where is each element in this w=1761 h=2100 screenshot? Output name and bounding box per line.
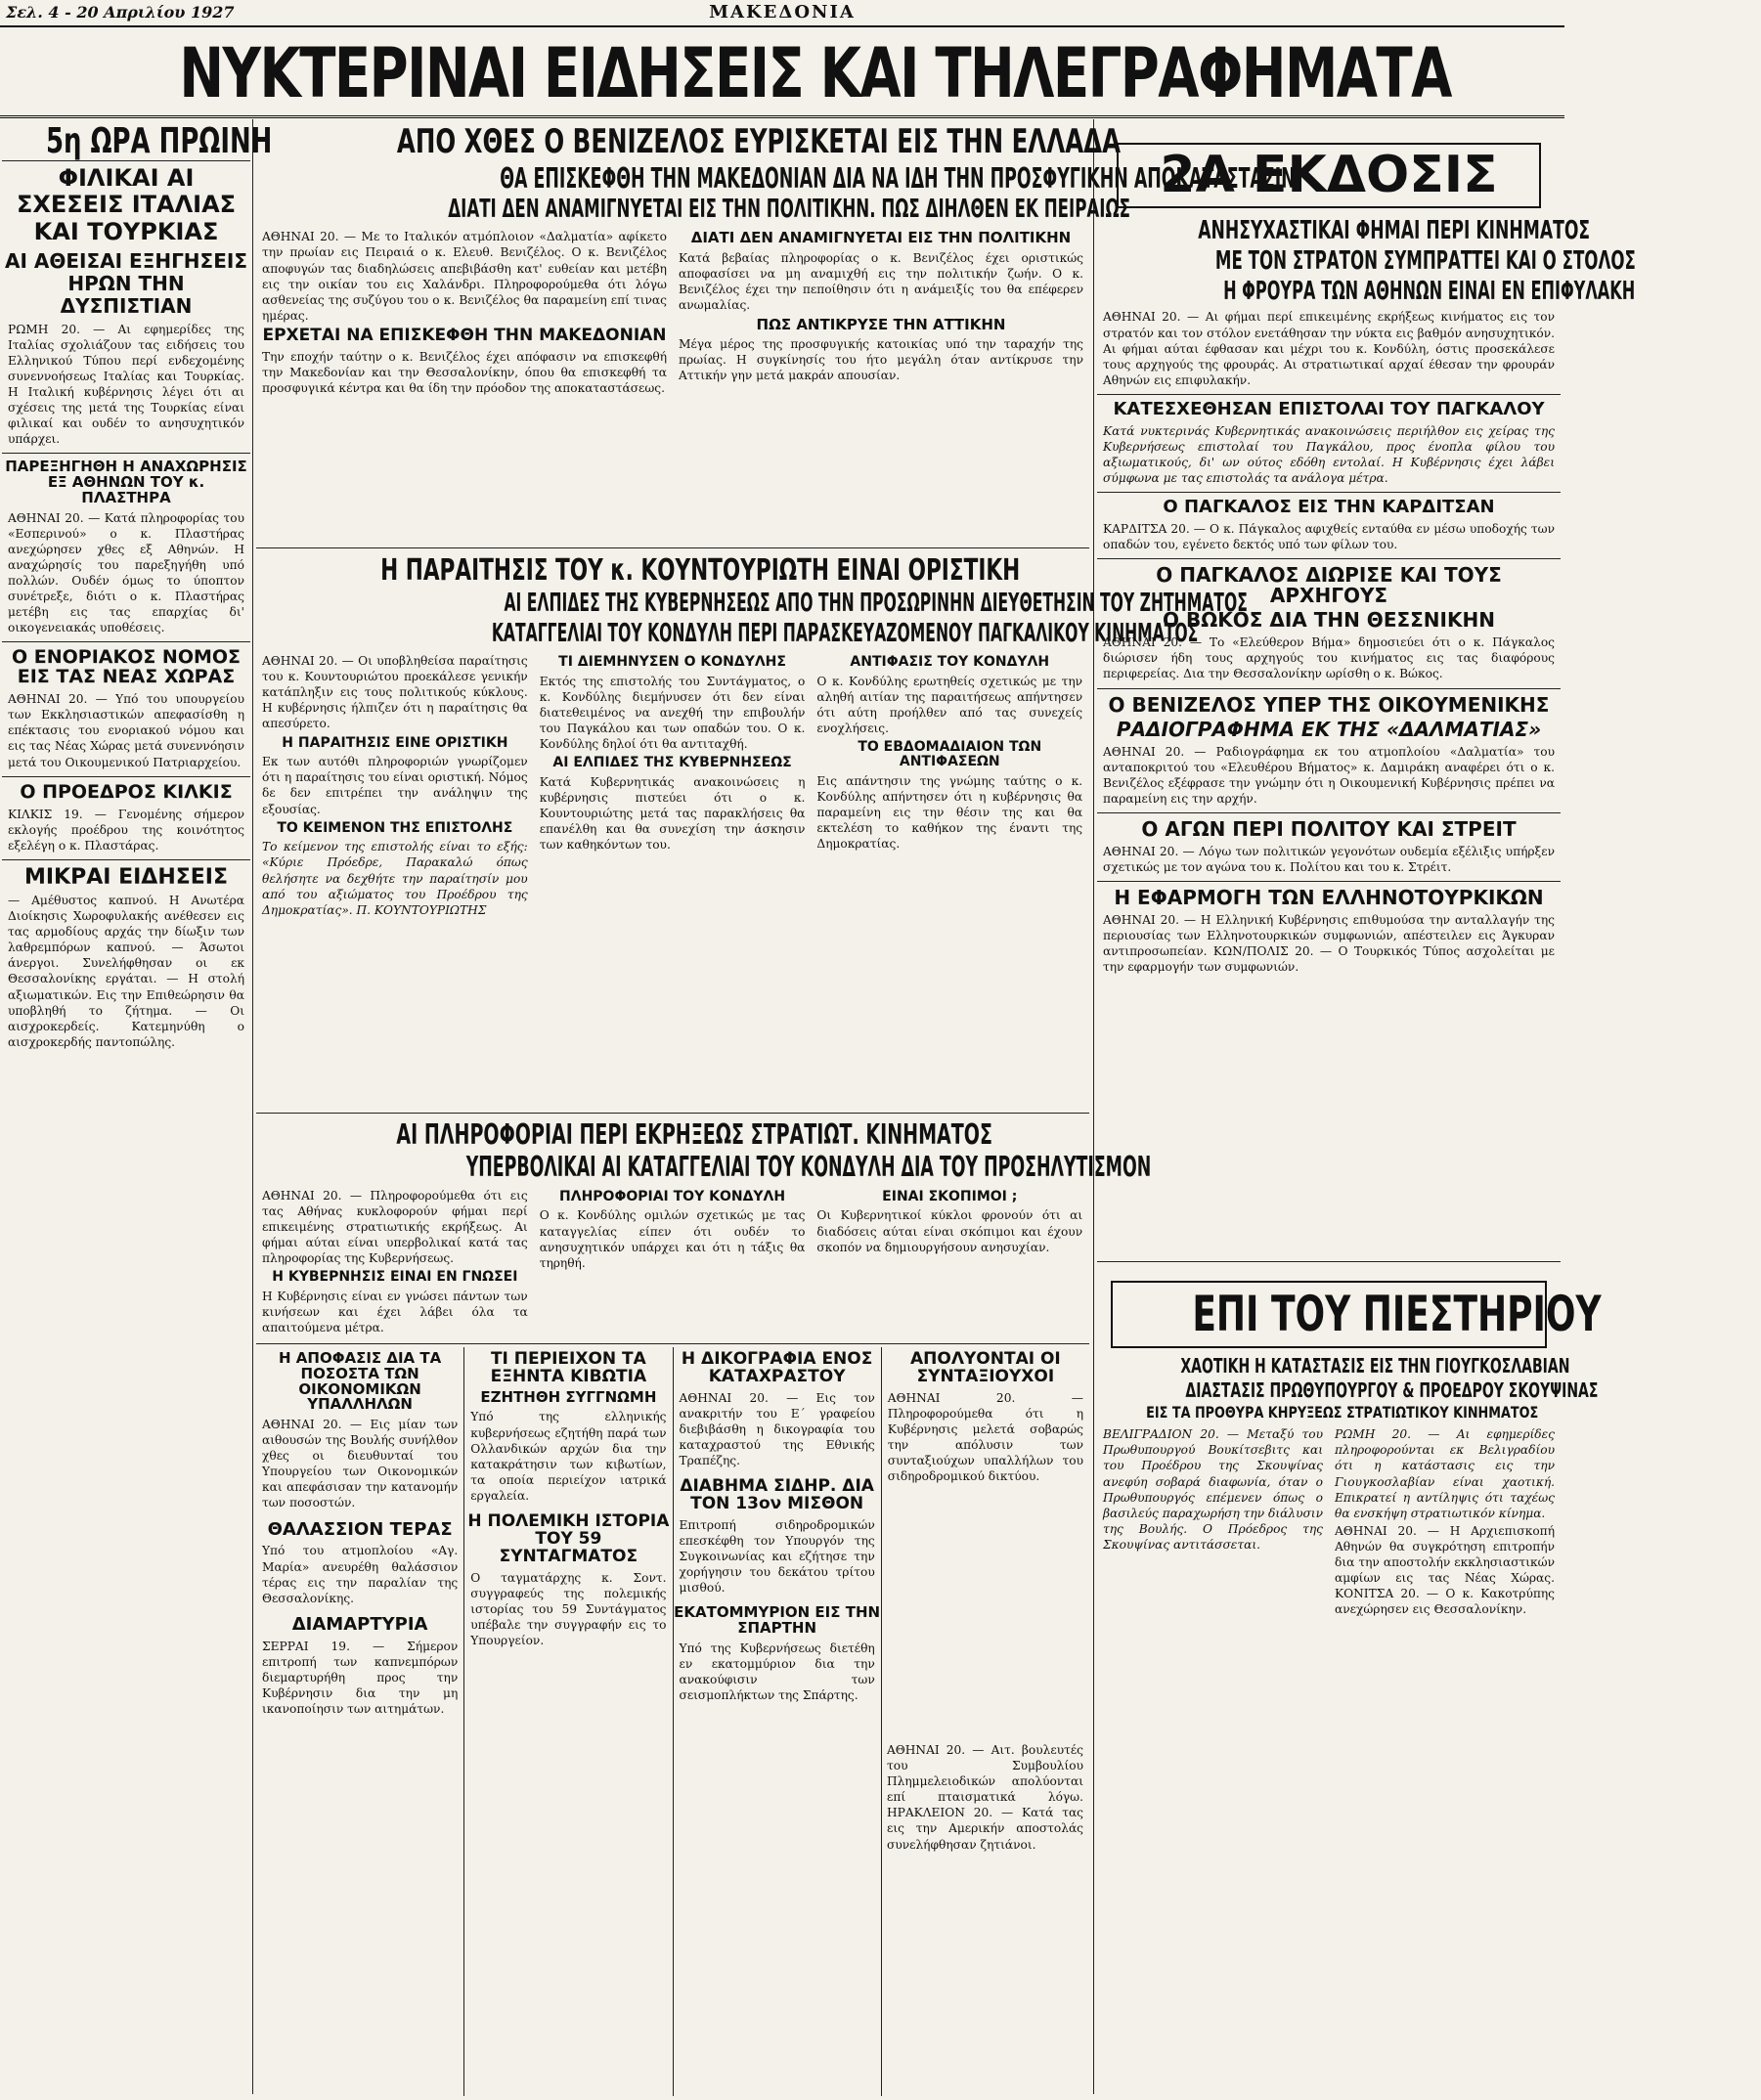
headline: ΚΑΤΕΣΧΕΘΗΣΑΝ ΕΠΙΣΤΟΛΑΙ ΤΟΥ ΠΑΓΚΑΛΟΥ bbox=[1113, 398, 1545, 419]
article-text: ΡΩΜΗ 20. — Αι εφημερίδες πληροφορούνται εκ Βελιγραδίου ότι η κατάστασις εις την Γιουγκοσλαβίαν είναι χαοτική. Επικρατεί η αντίληψις ότι ταχέως θα ενσκήψη στρατιωτικόν κίνημα. bbox=[1335, 1427, 1555, 1520]
article-text: ΑΘΗΝΑΙ 20. — Πληροφορούμεθα ότι η Κυβέρνησις μελετά σοβαρώς την απόλυσιν των συνταξιούχων υπαλλήλων του σιδηροδρομικού δικτύου. bbox=[887, 1390, 1083, 1484]
article-text: ΑΘΗΝΑΙ 20. — Η Αρχιεπισκοπή Αθηνών θα συγκρότηση επιτροπήν δια την αποστολήν εκκλησιαστικών αμφίων εις τας Νέας Χώρας. ΚΟΝΙΤΣΑ 20. — Ο κ. Κακοτρύπης ανεχώρησεν εις Θεσσαλονίκην. bbox=[1335, 1523, 1555, 1617]
headline: ΧΑΟΤΙΚΗ Η ΚΑΤΑΣΤΑΣΙΣ ΕΙΣ ΤΗΝ ΓΙΟΥΓΚΟΣΛΑΒΙΑΝ bbox=[1180, 1353, 1570, 1378]
article-text: ΣΕΡΡΑΙ 19. — Σήμερον επιτροπή των καπνεμπόρων διεμαρτυρήθη προς την Κυβέρνησιν δια την μη ικανοποίησιν των αιτημάτων. bbox=[262, 1639, 459, 1717]
article-text: Την εποχήν ταύτην ο κ. Βενιζέλος έχει απόφασιν να επισκεφθή την Μακεδονίαν και την Θεσσαλονίκην, όπου θα επισκεφθή τα προσφυγικά κέντρα και θα ίδη την πρόοδον της αποκαταστάσεως. bbox=[262, 349, 667, 395]
short-news bbox=[881, 1740, 1089, 2092]
section-rule bbox=[256, 1343, 1089, 1344]
headline: Η ΔΙΚΟΓΡΑΦΙΑ ΕΝΟΣ ΚΑΤΑΧΡΑΣΤΟΥ bbox=[681, 1349, 873, 1386]
section-rule bbox=[256, 547, 1089, 548]
headline: ΑΙ ΠΛΗΡΟΦΟΡΙΑΙ ΠΕΡΙ ΕΚΡΗΞΕΩΣ ΣΤΡΑΤΙΩΤ. ΚΙΝΗΜΑΤΟΣ bbox=[396, 1118, 992, 1151]
press-block bbox=[1097, 1267, 1602, 2096]
headline: Ο ΒΕΝΙΖΕΛΟΣ ΥΠΕΡ ΤΗΣ ΟΙΚΟΥΜΕΝΙΚΗΣ bbox=[1108, 692, 1550, 717]
headline: ΑΠΟΛΥΟΝΤΑΙ ΟΙ ΣΥΝΤΑΞΙΟΥΧΟΙ bbox=[909, 1349, 1061, 1386]
subheading: ΤΟ ΚΕΙΜΕΝΟΝ ΤΗΣ ΕΠΙΣΤΟΛΗΣ bbox=[277, 819, 513, 836]
headline: ΤΙ ΠΕΡΙΕΙΧΟΝ ΤΑ ΕΞΗΝΤΑ ΚΙΒΩΤΙΑ bbox=[490, 1349, 647, 1386]
article-text: ΑΘΗΝΑΙ 20. — Εις τον ανακριτήν του Ε΄ γραφείου διεβιβάσθη η δικογραφία του καταχραστού της Εθνικής Τραπέζης. bbox=[679, 1390, 875, 1468]
article-text: Η Κυβέρνησις είναι εν γνώσει πάντων των κινήσεων και έχει λάβει όλα τα απαιτούμενα μέτρα. bbox=[262, 1289, 528, 1335]
article-text: ΑΘΗΝΑΙ 20. — Ραδιογράφημα εκ του ατμοπλοίου «Δαλματία» του ανταποκριτού του «Ελευθέρου Βήματος» κ. Δαμιράκη αναφέρει ότι ο κ. Βενιζέλος εξέφρασε την γνώμην ότι η Οικουμενική Κυβέρνησις πρέπει να παραμείνη εις την αρχήν. bbox=[1103, 744, 1555, 806]
headline: ΥΠΕΡΒΟΛΙΚΑΙ ΑΙ ΚΑΤΑΓΓΕΛΙΑΙ ΤΟΥ ΚΟΝΔΥΛΗ ΔΙΑ ΤΟΥ ΠΡΟΣΗΛΥΤΙΣΜΟΝ bbox=[465, 1151, 1152, 1184]
headline: ΡΑΔΙΟΓΡΑΦΗΜΑ ΕΚ ΤΗΣ «ΔΑΛΜΑΤΙΑΣ» bbox=[1116, 717, 1542, 741]
article-text: ΚΑΡΔΙΤΣΑ 20. — Ο κ. Πάγκαλος αφιχθείς ενταύθα εν μέσω υποδοχής των οπαδών του, εγένετο δεκτός υπό των φίλων του. bbox=[1103, 522, 1555, 552]
article-text: Κατά βεβαίας πληροφορίας ο κ. Βενιζέλος έχει οριστικώς αποφασίσει να μη αναμιχθή εις την πολιτικήν ζωήν. Ο κ. Βενιζέλος έχει την πεποίθησιν ότι η ανάμειξίς του θα επέφερεν ανωμαλίας. bbox=[679, 251, 1083, 313]
headline: ΕΚΑΤΟΜΜΥΡΙΟΝ ΕΙΣ ΤΗΝ ΣΠΑΡΤΗΝ bbox=[674, 1603, 881, 1638]
headline: Ο ΠΑΓΚΑΛΟΣ ΕΙΣ ΤΗΝ ΚΑΡΔΙΤΣΑΝ bbox=[1163, 497, 1495, 518]
article-text: — Αμέθυστος καπνού. Η Ανωτέρα Διοίκησις Χωροφυλακής ανέθεσεν εις τας αρμοδίους αρχάς την δίωξιν των λαθρεμπόρων καπνού. — Άσωτοι άνεργοι. Συνελήφθησαν οι εκ Θεσσαλονίκης εργάται. — Η στολή αξιωματικών. Εις την Επιθεώρησιν θα υποβληθή το ζήτημα. — Οι αισχροκερδείς. Κατεμηνύθη ο αισχροκερδής παντοπώλης. bbox=[8, 893, 244, 1049]
headline: ΜΕ ΤΟΝ ΣΤΡΑΤΟΝ ΣΥΜΠΡΑΤΤΕΙ ΚΑΙ Ο ΣΤΟΛΟΣ bbox=[1214, 245, 1636, 276]
article-text: ΑΘΗΝΑΙ 20. — Με το Ιταλικόν ατμόπλοιον «Δαλματία» αφίκετο την πρωίαν εις Πειραιά ο κ. Ελευθ. Βενιζέλος. Ο κ. Βενιζέλος αποφυγών τας διαδηλώσεις απεβιβάσθη κατ' ευθείαν και μετέβη εις την οικίαν του εις Χαλάνδρι. Πληροφορούμεθα ότι λόγω ασθενείας της συζύγου του ο κ. Βενιζέλος θα παραμείνη επί τινας ημέρας. bbox=[262, 230, 667, 323]
subheading: Η ΠΑΡΑΙΤΗΣΙΣ ΕΙΝΕ ΟΡΙΣΤΙΚΗ bbox=[282, 734, 508, 751]
headline: Η ΠΑΡΑΙΤΗΣΙΣ ΤΟΥ κ. ΚΟΥΝΤΟΥΡΙΩΤΗ ΕΙΝΑΙ ΟΡΙΣΤΙΚΗ bbox=[380, 553, 1021, 588]
banner-title: ΝΥΚΤΕΡΙΝΑΙ ΕΙΔΗΣΕΙΣ ΚΑΙ ΤΗΛΕΓΡΑΦΗΜΑΤΑ bbox=[179, 33, 1451, 113]
subheading: Η ΚΥΒΕΡΝΗΣΙΣ ΕΙΝΑΙ ΕΝ ΓΝΩΣΕΙ bbox=[272, 1269, 518, 1286]
headline: Ο ΑΓΩΝ ΠΕΡΙ ΠΟΛΙΤΟΥ ΚΑΙ ΣΤΡΕΙΤ bbox=[1141, 816, 1517, 841]
headline: ΦΙΛΙΚΑΙ ΑΙ ΣΧΕΣΕΙΣ ΙΤΑΛΙΑΣ ΚΑΙ ΤΟΥΡΚΙΑΣ bbox=[16, 163, 237, 245]
article-text: Οι Κυβερνητικοί κύκλοι φρονούν ότι αι διαδόσεις αύται είναι σκόπιμοι και έχουν σκοπόν να δημιουργήσουν ανησυχίαν. bbox=[816, 1208, 1083, 1254]
article-text: Εις απάντησιν της γνώμης ταύτης ο κ. Κονδύλης απήντησεν ότι η κυβέρνησις θα παραμείνη εις την θέσιν της και θα εκτελέση το καθήκον της έναντι της Δημοκρατίας. bbox=[816, 773, 1083, 851]
headline: ΔΙΑΜΑΡΤΥΡΙΑ bbox=[291, 1613, 428, 1635]
headline: ΔΙΑΒΗΜΑ ΣΙΔΗΡ. ΔΙΑ ΤΟΝ 13ον ΜΙΣΘΟΝ bbox=[680, 1476, 874, 1513]
headline: Η ΠΟΛΕΜΙΚΗ ΙΣΤΟΡΙΑ ΤΟΥ 59 ΣΥΝΤΑΓΜΑΤΟΣ bbox=[467, 1511, 670, 1566]
article-text: Μέγα μέρος της προσφυγικής κατοικίας υπό την ταραχήν της πρωίας. Η συγκίνησίς του ήτο μεγάλη όταν αντίκρυσε την Αττικήν γην μετά μακράν απουσίαν. bbox=[679, 337, 1083, 383]
masthead bbox=[0, 0, 1564, 27]
left-column bbox=[2, 121, 273, 2096]
headline: ΘΑ ΕΠΙΣΚΕΦΘΗ ΤΗΝ ΜΑΚΕΔΟΝΙΑΝ ΔΙΑ ΝΑ ΙΔΗ ΤΗΝ ΠΡΟΣΦΥΓΙΚΗΝ ΑΠΟΚΑΤΑΣΤΑΣΙΝ bbox=[500, 161, 1296, 195]
article-text: Υπό του ατμοπλοίου «Αγ. Μαρία» ανευρέθη θαλάσσιον τέρας εις την παραλίαν της Θεσσαλονίκης. bbox=[262, 1544, 459, 1605]
article-text: Ο κ. Κονδύλης ερωτηθείς σχετικώς με την αληθή αιτίαν της παραιτήσεως απήντησεν ότι αύτη προήλθεν από τας συνεχείς ενοχλήσεις. bbox=[816, 674, 1083, 736]
article-text: ΑΘΗΝΑΙ 20. — Λόγω των πολιτικών γεγονότων ουδεμία εξέλιξις υπήρξεν σχετικώς με τον αγώνα του κ. Πολίτου και του κ. Στρέιτ. bbox=[1103, 844, 1555, 875]
headline: Ο ΠΡΟΕΔΡΟΣ ΚΙΛΚΙΣ bbox=[20, 780, 233, 803]
center-top-block bbox=[256, 121, 1296, 544]
article-text: Κατά νυκτερινάς Κυβερνητικάς ανακοινώσεις περιήλθον εις χείρας της Κυβερνήσεως επιστολαί του Παγκάλου, προς ένοπλα φίλου του αξιωματικούς, δι' ων ούτος εδόθη εντολαί. Η Κυβέρνησις έχει λάβει σύμφωνα με τας επιστολάς τα ανάλογα μέτρα. bbox=[1103, 423, 1555, 486]
headline: ΜΙΚΡΑΙ ΕΙΔΗΣΕΙΣ bbox=[23, 864, 229, 890]
article-text: Ο ταγματάρχης κ. Σοντ. συγγραφεύς της πολεμικής ιστορίας του 59 Συντάγματος υπέβαλε την συγγραφήν εις το Υπουργείον. bbox=[470, 1570, 667, 1647]
article-text: ΑΘΗΝΑΙ 20. — Κατά πληροφορίας του «Εσπερινού» ο κ. Πλαστήρας ανεχώρησεν χθες εξ Αθηνών. Η αναχώρησίς του παρεξηγήθη υπό πολλών. Ουδέν όμως το ύποπτον συνέτρεξε, διότι ο κ. Πλαστήρας μετέβη εις τας επαρχίας δι' οικογενειακάς υποθέσεις. bbox=[8, 510, 244, 635]
headline: Ο ΠΑΓΚΑΛΟΣ ΔΙΩΡΙΣΕ ΚΑΙ ΤΟΥΣ ΑΡΧΗΓΟΥΣ bbox=[1156, 563, 1502, 608]
headline: ΔΙΑΤΙ ΔΕΝ ΑΝΑΜΙΓΝΥΕΤΑΙ ΕΙΣ ΤΗΝ ΠΟΛΙΤΙΚΗΝ. ΠΩΣ ΔΙΗΛΘΕΝ ΕΚ ΠΕΙΡΑΙΩΣ bbox=[448, 195, 1131, 225]
column-rule bbox=[252, 119, 253, 2094]
article-text: ΑΘΗΝΑΙ 20. — Η Ελληνική Κυβέρνησις επιθυμούσα την ανταλλαγήν της περιουσίας των Ελληνοτουρκικών συμφωνιών, απέστειλεν εις Άγκυραν αντιπροσωπείαν. ΚΩΝ/ΠΟΛΙΣ 20. — Ο Τουρκικός Τύπος ασχολείται με την εφαρμογήν των συμφωνιών. bbox=[1103, 913, 1555, 975]
article-text: Κατά Κυβερνητικάς ανακοινώσεις η κυβέρνησις πιστεύει ότι ο κ. Κουντουριώτης μετά τας παρακλήσεις θα επανέλθη και θα συνεχίση την άσκησιν των καθηκόντων του. bbox=[539, 774, 806, 853]
subheading: ΤΟ ΕΒΔΟΜΑΔΙΑΙΟΝ ΤΩΝ ΑΝΤΙΦΑΣΕΩΝ bbox=[858, 739, 1042, 769]
subheading: ΕΙΝΑΙ ΣΚΟΠΙΜΟΙ ; bbox=[882, 1188, 1018, 1204]
article-text: ΑΘΗΝΑΙ 20. — Το «Ελεύθερον Βήμα» δημοσιεύει ότι ο κ. Πάγκαλος διώρισεν ήδη τους αρχηγούς του κινήματος εις τας διαφόρους περιφερείας. Δια την Θεσσαλονίκην ωρίσθη ο κ. Βώκος. bbox=[1103, 635, 1555, 681]
page-date: Σελ. 4 - 20 Απριλίου 1927 bbox=[6, 3, 235, 22]
center-mid-block bbox=[256, 551, 1248, 1109]
subheading: ΕΡΧΕΤΑΙ ΝΑ ΕΠΙΣΚΕΦΘΗ ΤΗΝ ΜΑΚΕΔΟΝΙΑΝ bbox=[262, 325, 667, 345]
article-text: ΑΘΗΝΑΙ 20. — Οι υποβληθείσα παραίτησις του κ. Κουντουριώτου προεκάλεσε γενικήν κατάπληξιν εις τους πολιτικούς κύκλους. Η κυβέρνησις ήλπιζεν ότι η παραίτησις θα απεσύρετο. bbox=[262, 654, 528, 731]
headline: Ο ΕΝΟΡΙΑΚΟΣ ΝΟΜΟΣ ΕΙΣ ΤΑΣ ΝΕΑΣ ΧΩΡΑΣ bbox=[11, 646, 242, 688]
edition-label: 2Α ΕΚΔΟΣΙΣ bbox=[1117, 143, 1541, 208]
section-rule bbox=[1097, 1261, 1561, 1262]
headline: ΠΑΡΕΞΗΓΗΘΗ Η ΑΝΑΧΩΡΗΣΙΣ ΕΞ ΑΘΗΝΩΝ ΤΟΥ κ. ΠΛΑΣΤΗΡΑ bbox=[5, 458, 247, 506]
article-text: ΑΘΗΝΑΙ 20. — Πληροφορούμεθα ότι εις τας Αθήνας κυκλοφορούν φήμαι περί επικειμένης στρατιωτικής εκρήξεως. Αι φήμαι αύται είναι υπερβολικαί κατά τας πληροφορίας της Κυβερνήσεως. bbox=[262, 1188, 528, 1266]
article-text: ΒΕΛΙΓΡΑΔΙΟΝ 20. — Μεταξύ του Πρωθυπουργού Βουκίτσεβιτς και του Προέδρου της Σκουψίνας ανεφύη σοβαρά διαφωνία, όταν ο Πρωθυπουργός επέμενεν όπως ο βασιλεύς παραχωρήση την διάλυσιν της Βουλής. Ο Πρόεδρος της Σκουψίνας αντιτάσσεται. bbox=[1103, 1427, 1323, 1552]
subheading: ΤΙ ΔΙΕΜΗΝΥΣΕΝ Ο ΚΟΝΔΥΛΗΣ bbox=[558, 654, 786, 671]
headline: ΕΠΙ ΤΟΥ ΠΙΕΣΤΗΡΙΟΥ bbox=[1111, 1281, 1547, 1348]
article-text: Εκτός της επιστολής του Συντάγματος, ο κ. Κονδύλης διεμήνυσεν ότι δεν είναι διατεθειμένος να ανεχθή την επιβουλήν του Παγκάλου και των οπαδών του. Ο κ. Κονδύλης δηλοί ότι θα αντιταχθή. bbox=[539, 674, 806, 752]
article-text: Το κείμενον της επιστολής είναι το εξής: «Κύριε Πρόεδρε, Παρακαλώ όπως θελήσητε να δεχθήτε την παραίτησίν μου από του αξιώματος του Προέδρου της Δημοκρατίας». Π. ΚΟΥΝΤΟΥΡΙΩΤΗΣ bbox=[262, 840, 528, 917]
headline: ΑΠΟ ΧΘΕΣ Ο ΒΕΝΙΖΕΛΟΣ ΕΥΡΙΣΚΕΤΑΙ ΕΙΣ ΤΗΝ ΕΛΛΑΔΑ bbox=[396, 122, 1122, 161]
column-rule bbox=[1093, 119, 1094, 2094]
headline: ΔΙΑΣΤΑΣΙΣ ΠΡΩΘΥΠΟΥΡΓΟΥ & ΠΡΟΕΔΡΟΥ ΣΚΟΥΨΙΝΑΣ bbox=[1185, 1378, 1599, 1402]
paper-name: ΜΑΚΕΔΟΝΙΑ bbox=[709, 2, 856, 22]
headline: ΚΑΤΑΓΓΕΛΙΑΙ ΤΟΥ ΚΟΝΔΥΛΗ ΠΕΡΙ ΠΑΡΑΣΚΕΥΑΖΟΜΕΝΟΥ ΠΑΓΚΑΛΙΚΟΥ ΚΙΝΗΜΑΤΟΣ bbox=[491, 618, 1199, 648]
headline: Ο ΒΩΚΟΣ ΔΙΑ ΤΗΝ ΘΕΣΣΝΙΚΗΝ bbox=[1163, 608, 1495, 633]
article-text: ΑΘΗΝΑΙ 20. — Υπό του υπουργείου των Εκκλησιαστικών απεφασίσθη η επέκτασις του ενοριακού νόμου και εις τας Νέας Χώρας μετά συνεννόησιν μετά του Οικουμενικού Πατριαρχείου. bbox=[8, 692, 244, 769]
headline: ΑΙ ΕΛΠΙΔΕΣ ΤΗΣ ΚΥΒΕΡΝΗΣΕΩΣ ΑΠΟ ΤΗΝ ΠΡΟΣΩΡΙΝΗΝ ΔΙΕΥΘΕΤΗΣΙΝ ΤΟΥ ΖΗΤΗΜΑΤΟΣ bbox=[504, 588, 1248, 618]
hour-heading: 5η ΩΡΑ ΠΡΩΙΝΗ bbox=[2, 123, 250, 161]
headline: ΘΑΛΑΣΣΙΟΝ ΤΕΡΑΣ bbox=[267, 1518, 453, 1540]
headline: Η ΑΠΟΦΑΣΙΣ ΔΙΑ ΤΑ ΠΟΣΟΣΤΑ ΤΩΝ ΟΙΚΟΝΟΜΙΚΩΝ ΥΠΑΛΛΗΛΩΝ bbox=[279, 1349, 442, 1414]
article-text: Υπό της Κυβερνήσεως διετέθη εν εκατομμύριον δια την ανακούφισιν των σεισμοπλήκτων της Σπάρτης. bbox=[679, 1641, 875, 1703]
section-rule bbox=[256, 1113, 1089, 1114]
banner bbox=[0, 27, 1564, 118]
article-text: Εκ των αυτόθι πληροφοριών γνωρίζομεν ότι η παραίτησις του είναι οριστική. Νόμος δε δεν επιτρέπει την ανάληψιν της εξουσίας. bbox=[262, 755, 528, 816]
article-text: ΡΩΜΗ 20. — Αι εφημερίδες της Ιταλίας σχολιάζουν τας ειδήσεις του Ελληνικού Τύπου περί ενδεχομένης συνεννοήσεως Ιταλίας και Τουρκίας. Η Ιταλική κυβέρνησις λέγει ότι αι σχέσεις της μετά της Τουρκίας είναι φιλικαί και ουδέν το ανησυχητικόν υπάρχει. bbox=[8, 322, 244, 447]
headline: ΑΝΗΣΥΧΑΣΤΙΚΑΙ ΦΗΜΑΙ ΠΕΡΙ ΚΙΝΗΜΑΤΟΣ bbox=[1198, 215, 1591, 245]
article-text: Ο κ. Κονδύλης ομιλών σχετικώς με τας καταγγελίας είπεν ότι ουδέν το ανησυχητικόν υπάρχει και ότι η τάξις θα τηρηθή. bbox=[539, 1208, 806, 1270]
headline: Η ΕΦΑΡΜΟΓΗ ΤΩΝ ΕΛΛΗΝΟΤΟΥΡΚΙΚΩΝ bbox=[1114, 886, 1544, 910]
subheading: ΑΝΤΙΦΑΣΙΣ ΤΟΥ ΚΟΝΔΥΛΗ bbox=[850, 654, 1050, 671]
right-column bbox=[1097, 121, 1636, 1255]
subheading: ΔΙΑΤΙ ΔΕΝ ΑΝΑΜΙΓΝΥΕΤΑΙ ΕΙΣ ΤΗΝ ΠΟΛΙΤΙΚΗΝ bbox=[690, 229, 1072, 247]
subheading: ΠΩΣ ΑΝΤΙΚΡΥΣΕ ΤΗΝ ΑΤΤΙΚΗΝ bbox=[756, 315, 1006, 333]
center-lower-block bbox=[256, 1116, 1152, 1339]
article-text: ΑΘΗΝΑΙ 20. — Αιτ. βουλευτές του Συμβουλίου Πλημμελειοδικών απολύονται επί πταισματικά λόγω. ΗΡΑΚΛΕΙΟΝ 20. — Κατά τας εις την Αμερικήν αποστολάς συνελήφθησαν ζητιάνοι. bbox=[887, 1743, 1083, 1852]
subheading: ΕΖΗΤΗΘΗ ΣΥΓΓΝΩΜΗ bbox=[480, 1387, 657, 1406]
article-text: Επιτροπή σιδηροδρομικών επεσκέφθη τον Υπουργόν της Συγκοινωνίας και εζήτησε την χορήγησιν του δεκάτου τρίτου μισθού. bbox=[679, 1517, 875, 1596]
article-text: ΑΘΗΝΑΙ 20. — Αι φήμαι περί επικειμένης εκρήξεως κινήματος εις τον στρατόν και τον στόλον ενετάθησαν την νύκτα εις βαθμόν ανησυχητικόν. Αι φήμαι αύται έφθασαν και μέχρι του κ. Κονδύλη, όστις προσεκάλεσε τους αρχηγούς της φρουράς. Αι στρατιωτικαί αρχαί έθεσαν την φρουράν Αθηνών εις επιφυλακήν. bbox=[1103, 310, 1555, 387]
article-text: ΚΙΛΚΙΣ 19. — Γενομένης σήμερον εκλογής προέδρου της κοινότητος εξελέγη ο κ. Πλαστάρας. bbox=[8, 807, 244, 853]
subheading: ΑΙ ΕΛΠΙΔΕΣ ΤΗΣ ΚΥΒΕΡΝΗΣΕΩΣ bbox=[552, 755, 792, 771]
article-text: Υπό της ελληνικής κυβερνήσεως εζητήθη παρά των Ολλανδικών αρχών δια την κατακράτησιν των κιβωτίων, τα οποία περιείχον ιατρικά εργαλεία. bbox=[470, 1410, 667, 1503]
article-text: ΑΘΗΝΑΙ 20. — Εις μίαν των αιθουσών της Βουλής συνήλθον χθες οι διευθυνταί του Υπουργείου των Οικονομικών και απεφάσισαν την κατανομήν των ποσοστών. bbox=[262, 1418, 459, 1510]
headline: ΑΙ ΑΘΕΙΣΑΙ ΕΞΗΓΗΣΕΙΣ ΗΡΩΝ ΤΗΝ ΔΥΣΠΙΣΤΙΑΝ bbox=[5, 248, 247, 318]
subheading: ΠΛΗΡΟΦΟΡΙΑΙ ΤΟΥ ΚΟΝΔΥΛΗ bbox=[559, 1188, 786, 1204]
headline: Η ΦΡΟΥΡΑ ΤΩΝ ΑΘΗΝΩΝ ΕΙΝΑΙ ΕΝ ΕΠΙΦΥΛΑΚΗ bbox=[1223, 277, 1636, 307]
headline: ΕΙΣ ΤΑ ΠΡΟΘΥΡΑ ΚΗΡΥΞΕΩΣ ΣΤΡΑΤΙΩΤΙΚΟΥ ΚΙΝΗΜΑΤΟΣ bbox=[1146, 1402, 1539, 1422]
